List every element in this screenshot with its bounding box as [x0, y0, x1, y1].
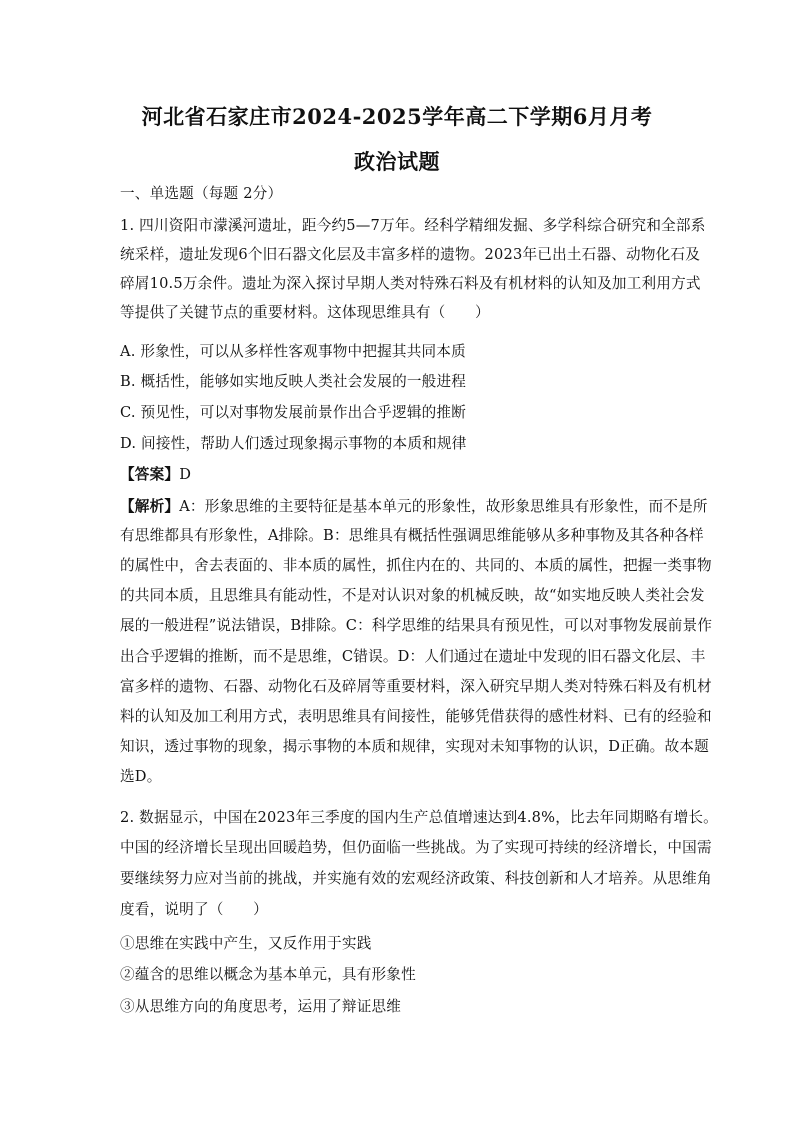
q2-option-1: ①思维在实践中产生，又反作用于实践 [120, 935, 372, 952]
document-subtitle: 政治试题 [354, 149, 440, 174]
q1-analysis-line: 料的认知及加工利用方式，表明思维具有间接性，能够凭借获得的感性材料、已有的经验和 [120, 708, 712, 725]
q2-stem-line: 2. 数据显示，中国在2023年三季度的国内生产总值增速达到4.8%，比去年同期略有增长。 [120, 809, 718, 826]
q1-analysis-line: 的共同本质，且思维具有能动性，不是对认识对象的机械反映，故“如实地反映人类社会发 [120, 587, 705, 604]
answer-value: D [179, 466, 192, 483]
q1-stem-line: 统采样，遗址发现6个旧石器文化层及丰富多样的遗物。2023年已出土石器、动物化石及 [120, 246, 701, 263]
q1-analysis-line: 选D。 [120, 768, 162, 785]
q1-analysis-line: 出合乎逻辑的推断，而不是思维，C错误。D：人们通过在遗址中发现的旧石器文化层、丰 [120, 648, 706, 665]
q1-option-d: D. 间接性，帮助人们透过现象揭示事物的本质和规律 [120, 435, 467, 452]
q1-option-c: C. 预见性，可以对事物发展前景作出合乎逻辑的推断 [120, 404, 466, 421]
q1-stem-line: 等提供了关键节点的重要材料。这体现思维具有（ ） [120, 304, 490, 321]
q1-stem-line: 1. 四川资阳市濛溪河遗址，距今约5—7万年。经科学精细发掘、多学科综合研究和全部系 [120, 217, 706, 234]
q1-analysis-line: 知识，透过事物的现象，揭示事物的本质和规律，实现对未知事物的认识，D正确。故本题 [120, 738, 709, 755]
section-heading: 一、单选题（每题 2分） [120, 185, 283, 202]
document-title: 河北省石家庄市2024-2025学年高二下学期6月月考 [141, 104, 653, 129]
q2-stem-line: 中国的经济增长呈现出回暖趋势，但仍面临一些挑战。为了实现可持续的经济增长，中国需 [120, 839, 712, 856]
q1-analysis-line: 的属性中，舍去表面的、非本质的属性，抓住内在的、共同的、本质的属性，把握一类事物 [120, 557, 712, 574]
q1-analysis-line: 展的一般进程”说法错误，B排除。C：科学思维的结果具有预见性，可以对事物发展前景作 [120, 617, 713, 634]
q2-option-2: ②蕴含的思维以概念为基本单元，具有形象性 [120, 966, 416, 983]
q2-option-3: ③从思维方向的角度思考，运用了辩证思维 [120, 998, 402, 1015]
q2-stem-line: 要继续努力应对当前的挑战，并实施有效的宏观经济政策、科技创新和人才培养。从思维角 [120, 870, 712, 887]
q1-option-a: A. 形象性，可以从多样性客观事物中把握其共同本质 [120, 343, 466, 360]
q1-analysis-line: 有思维都具有形象性，A排除。B：思维具有概括性强调思维能够从多种事物及其各种各样 [120, 527, 704, 544]
q1-answer [120, 465, 680, 485]
q1-analysis-line [120, 497, 708, 517]
q2-stem-line: 度看，说明了（ ） [120, 901, 268, 918]
q1-option-b: B. 概括性，能够如实地反映人类社会发展的一般进程 [120, 373, 467, 390]
q1-analysis-line: 富多样的遗物、石器、动物化石及碎屑等重要材料，深入研究早期人类对特殊石料及有机材 [120, 678, 712, 695]
answer-label: 【答案】 [120, 466, 180, 483]
analysis-text: A：形象思维的主要特征是基本单元的形象性，故形象思维具有形象性，而不是所 [179, 498, 708, 515]
q1-stem-line: 碎屑10.5万余件。遗址为深入探讨早期人类对特殊石料及有机材料的认知及加工利用方式 [120, 275, 701, 292]
analysis-label: 【解析】 [120, 498, 180, 515]
